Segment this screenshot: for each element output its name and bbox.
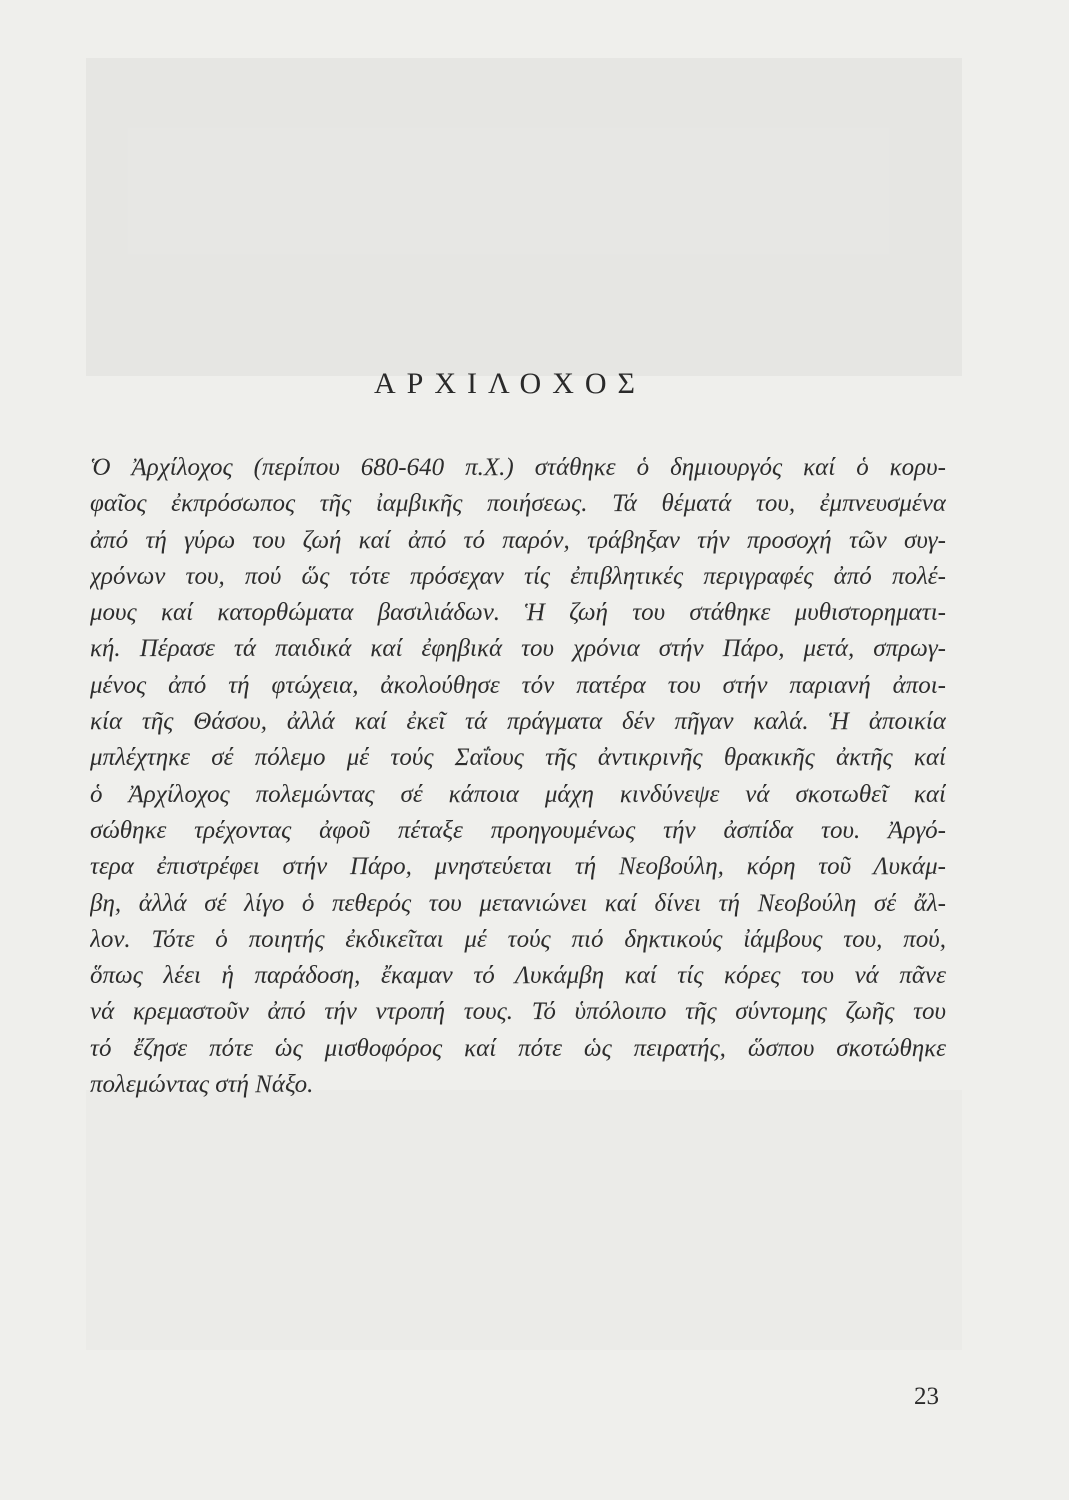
text-line: ἀπό τή γύρω του ζωή καί ἀπό τό παρόν, τράβηξαν τήν προσοχή τῶν συγ- [90, 526, 946, 554]
bleed-through-shade [86, 58, 962, 376]
text-line: σώθηκε τρέχοντας ἀφοῦ πέταξε προηγουμένως τήν ἀσπίδα του. Ἀργό- [90, 816, 946, 844]
body-paragraph [90, 450, 946, 1103]
text-line: μένος ἀπό τή φτώχεια, ἀκολούθησε τόν πατέρα του στήν παριανή ἀποι- [90, 671, 946, 699]
bleed-through-shade-lower [86, 1090, 962, 1350]
text-line: μπλέχτηκε σέ πόλεμο μέ τούς Σαΐους τῆς ἀντικρινῆς θρακικῆς ἀκτῆς καί [90, 744, 946, 772]
text-line: χρόνων του, πού ὥς τότε πρόσεχαν τίς ἐπιβλητικές περιγραφές ἀπό πολέ- [90, 562, 946, 590]
text-line: βη, ἀλλά σέ λίγο ὁ πεθερός του μετανιώνει καί δίνει τή Νεοβούλη σέ ἄλ- [90, 889, 946, 917]
text-line: μους καί κατορθώματα βασιλιάδων. Ἡ ζωή του στάθηκε μυθιστορηματι- [90, 599, 946, 627]
text-line: ὅπως λέει ἡ παράδοση, ἔκαμαν τό Λυκάμβη καί τίς κόρες του νά πᾶνε [90, 962, 946, 990]
text-line: λον. Τότε ὁ ποιητής ἐκδικεῖται μέ τούς πιό δηκτικούς ἰάμβους του, πού, [90, 925, 946, 953]
text-line: Ὁ Ἀρχίλοχος (περίπου 680-640 π.Χ.) στάθηκε ὁ δημιουργός καί ὁ κορυ- [90, 454, 946, 481]
text-line: κή. Πέρασε τά παιδικά καί ἐφηβικά του χρόνια στήν Πάρο, μετά, σπρωγ- [90, 635, 946, 663]
text-line-final: πολεμώντας στή Νάξο. [90, 1071, 314, 1099]
text-line: τερα ἐπιστρέφει στήν Πάρο, μνηστεύεται τή Νεοβούλη, κόρη τοῦ Λυκάμ- [90, 853, 946, 881]
text-line: τό ἔζησε πότε ὡς μισθοφόρος καί πότε ὡς πειρατής, ὥσπου σκοτώθηκε [90, 1034, 946, 1062]
text-line: φαῖος ἐκπρόσωπος τῆς ἰαμβικῆς ποιήσεως. Τά θέματά του, ἐμπνευσμένα [90, 490, 946, 518]
page-title: ΑΡΧΙΛΟΧΟΣ [374, 367, 646, 400]
text-line: κία τῆς Θάσου, ἀλλά καί ἐκεῖ τά πράγματα δέν πῆγαν καλά. Ἡ ἀποικία [90, 708, 946, 736]
text-line: νά κρεμαστοῦν ἀπό τήν ντροπή τους. Τό ὑπόλοιπο τῆς σύντομης ζωῆς του [90, 998, 946, 1026]
text-line: ὁ Ἀρχίλοχος πολεμώντας σέ κάποια μάχη κινδύνεψε νά σκοτωθεῖ καί [90, 780, 946, 808]
page-number: 23 [914, 1383, 939, 1410]
